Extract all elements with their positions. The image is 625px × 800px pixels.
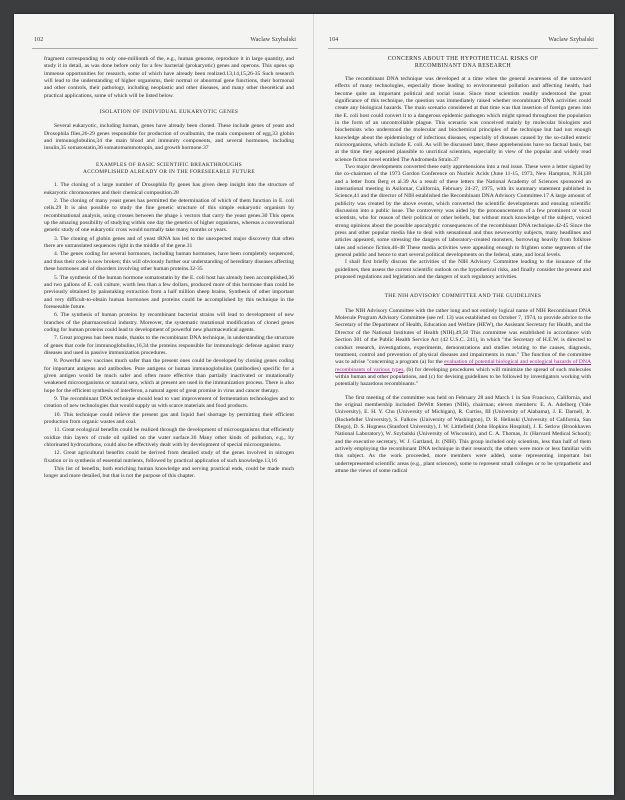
list-item: 7. Great progress has been made, thanks to the recombinant DNA technique, in understanding the structure of genes that code for immunoglobulins,16,34 the proteins responsible for immunologic defense against many diseases and used in passive immunization procedures. — [44, 335, 294, 356]
paragraph: I shall first briefly discuss the activities of the NIH Advisory Committee leading to the issuance of the guidelines, then assess the current scientific outlook on the hypothetical risks, and finally consider the present and proposed regulations and legislation and the dangers of such regulatory activities. — [335, 259, 591, 281]
running-head: Waclaw Szybalski — [548, 37, 594, 43]
text-run: , (b) for developing procedures which will minimize the spread of such molecules within human and other populations, and (c) for devising guidelines to be followed by investigators working with potentially hazardous recombinants." — [335, 366, 591, 388]
right-page — [314, 14, 614, 795]
list-item: 12. Great agricultural benefits could be derived from detailed study of the genes involved in nitrogen fixation or in synthesis of essential nutrients, followed by practical application of such knowledge.13,16 — [44, 450, 294, 464]
list-item: 10. This technique could relieve the present gas and liquid fuel shortage by permitting their efficient production from organic wastes and coal. — [44, 411, 294, 426]
running-head: Waclaw Szybalski — [250, 37, 296, 43]
title-line: CONCERNS ABOUT THE HYPOTHETICAL RISKS OF — [387, 56, 539, 62]
section-heading — [44, 162, 294, 176]
book-spread — [14, 14, 614, 795]
paragraph — [335, 308, 591, 389]
list-item: 11. Great ecological benefits could be realized through the development of microorganisms that efficiently oxidize thin layers of crude oil spilled on the water surface.36 Many other kinds of pollution, e.g., by chlorinated hydrocarbons, could also be effectively dealt with by development of special microorganisms. — [44, 427, 294, 449]
paragraph: fragment corresponding to only one-millionth of the, e.g., human genome, reproduce it in large quantity, and study it in detail, as was done before only for a few bacterial (prokaryotic) genes and operons. This opens up immense opportunities for research, some of which have already been realized.13,14,15,26-35 Such research will lead to the understanding of higher organisms, their normal or abnormal gene functions, their hormonal and other controls, their pathology, including neoplastic and other diseases, and many other theoretical and practical applications, some of which will be listed below. — [44, 56, 294, 99]
list-item: 9. The recombinant DNA technique should lead to vast improvement of fermentation technologies and to creation of new technologies that would supply us with scarce materials and food products. — [44, 396, 294, 410]
list-item: 3. The cloning of globin genes and of yeast tRNA has led to the unexpected major discovery that often there are untranslated sequences right in the middle of the gene.31 — [44, 235, 294, 250]
section-heading: ISOLATION OF INDIVIDUAL EUKARYOTIC GENES — [99, 109, 239, 116]
list-item: 6. The synthesis of human proteins by recombinant bacterial strains will lead to development of new branches of the pharmaceutical industry. Moreover, the systematic mutational modification of cloned genes coding for human proteins could lead to development of powerful new pharmaceutical agents. — [44, 312, 294, 333]
header-rule — [32, 48, 298, 49]
list-item: 2. The cloning of many yeast genes has permitted the determination of which of them function in E. coli cells.29 It is also possible to study the fine genetic structure of this simple eukaryotic organism by recombinational analysis, using crosses between the phage λ vectors that carry the yeast genes.30 This opens up the amazing possibility of studying within one day the genetics of higher organisms, whereas a conventional genetic study of one eukaryotic cross would normally take many months or years. — [44, 198, 294, 234]
list-item: 1. The cloning of a large number of Drosophila fly genes has given deep insight into the structure of eukaryotic chromosomes and their chemical composition.28 — [44, 182, 294, 196]
paragraph: The recombinant DNA technique was developed at a time when the general awareness of the untoward effects of many technologies, especially those leading to environmental pollution and affecting health, had become quite an important political and social issue. Since most scientists readily understood the great significance of this technique, the question was immediately raised whether recombinant DNA activities could create any biological hazards. The main scenario considered at that time was that insertion of foreign genes into the E. coli host could convert it to a dangerous epidemic pathogen which might spread throughout the population in the form of an uncontrollable plague. This scenario was conceived mainly by molecular biologists and biochemists who understood the molecular and biochemical principles of the technique but had not enough knowledge about the epidemiology of infectious diseases, especially of diseases caused by the so-called enteric microorganisms, which include E. coli. As will be discussed later, these apprehensions have no factual basis, but at the time they appeared plausible to uncritical scientists, especially in view of the popular and widely read science fiction novel entitled The Andromeda Strain.37 — [335, 75, 591, 163]
section-title — [335, 56, 591, 71]
header-rule — [328, 48, 598, 49]
text-run: The NIH Advisory Committee with the rather long and not entirely logical name of NIH Recombinant DNA Molecule Program Advisory Committee (see ref. 13) was established on October 7, 1974, to provide advice to the Secretary of the Department of Health, Education and Welfare (HEW), the Assistant Secretary for Health, and the Director of the National Institutes of Health (NIH).49,50 This committee was established in accordance with Section 301 of the Public Health Service Act (42 U.S.C. 241), in which "the Secretary of H.E.W. is directed to conduct research, investigations, experiments, demonstrations and studies relating to the causes, diagnosis, treatment, control and prevention of physical diseases and impairments in man." The function of the committee was to advise "concerning a program (a) for the — [335, 307, 591, 366]
left-page — [14, 14, 314, 795]
paragraph: Two major developments converted these early apprehensions into a real issue. These were a letter signed by the co-chairmen of the 1973 Gordon Conference on Nucleic Acids (June 11-15, 1973, New Hampton, N.H.)38 and a letter from Berg et al.39 As a result of these letters the National Academy of Sciences sponsored an international meeting in Asilomar, California, February 24-27, 1975, with its summary statement published in Science,41 and the director of NIH established the Recombinant DNA Advisory Committee.17 A large amount of publicity was created by the above events, which converted the scientific developments and ensuing scientific discussion into a public issue. The controversy was aided by the pronouncements of a few prominent or vocal scientists, who for reason of their political or other beliefs, but without much knowledge of the subject, voiced strong opinions about the possible apocalyptic consequences of the recombinant DNA technique.42-45 Since the press and other popular media like to deal with sensational and thus newsworthy subjects, many headlines and articles appeared, some stressing the dangers of laboratory-created monsters, borrowing heavily from folklore tales and science fiction.46-48 These media activities were appealing enough to frighten some segments of the general public and hence to start several political developments on the federal, state, and local levels. — [335, 163, 591, 259]
section-heading: THE NIH ADVISORY COMMITTEE AND THE GUIDELINES — [384, 293, 542, 300]
list-item: 4. The genes coding for several hormones, including human hormones, have been completely sequenced, and thus their code is now broken; this will obviously further our understanding of hereditary diseases affecting these hormones and of disorders involving other human proteins.32-35 — [44, 251, 294, 273]
paragraph: Several eukaryotic, including human, genes have already been cloned. These include genes of yeast and Drosophila flies,26-29 genes responsible for production of ovalbumin, the main component of egg,33 globin and immunoglobulins,34 the main blood and immunity components, and several hormones, including insulin,35 somatostatin,36 somatomammotropin, and growth hormone.37 — [44, 123, 294, 152]
text-column — [44, 56, 294, 481]
list-item: 8. Powerful new vaccines much safer than the present ones could be developed by cloning genes coding for important antigens and antibodies. Pure antigens or human immunoglobulins (antibodies) specific for a given antigen would be much safer and often more effective than partially inactivated or mutationally weakened microorganisms or natural sera, which at present are used in the immunization process. There is also hope for the efficient synthesis of interferon, a natural agent of great promise in virus and cancer therapy. — [44, 358, 294, 394]
heading-line: ACCOMPLISHED ALREADY OR IN THE FORESEEABLE FUTURE — [83, 168, 255, 175]
page-number: 104 — [329, 37, 339, 43]
list-item: 5. The synthesis of the human hormone somatostatin by the E. coli host has already been accomplished,36 and two gallons of E. coli culture, worth less than a few dollars, produced more of this hormone than could be previously obtained by painstaking extraction from a half million sheep brains. Synthesis of other important and very difficult-to-obtain human hormones and proteins could be accomplished by this technique in the foreseeable future. — [44, 274, 294, 310]
paragraph: The first meeting of the committee was held on February 28 and March 1 in San Francisco, California, and the original membership included DeWitt Stetten (NIH), chairman; eleven members: E. A. Adelberg (Yale University), E. H. Y. Chu (University of Michigan), R. Curtiss, III (University of Alabama), J. E. Darnell, Jr. (Rockefeller University), S. Falkow (University of Washington), D. R. Helinski (University of California, San Diego), D. S. Hogness (Stanford University), J. W. Littlefield (John Hopkins Hospital), J. E. Setlow (Brookhaven National Laboratory), W. Szybalski (University of Wisconsin), and C. A. Thomas, Jr. (Harvard Medical School); and the executive secretary, W. J. Gartland, Jr. (NIH). This group included only scientists, less than half of them actively employing the recombinant DNA technique in their research; the others were more or less familiar with this subject. As the work proceeded, more members were added, some representing important but underrepresented scientific areas (e.g., plant sciences), some to represent small colleges or to be sympathetic and attune the views of some radical — [335, 394, 591, 474]
title-line: RECOMBINANT DNA RESEARCH — [414, 63, 512, 70]
page-number: 102 — [34, 37, 44, 43]
heading-line: EXAMPLES OF BASIC SCIENTIFIC BREAKTHROUGHS — [96, 161, 242, 168]
highlighted-phrase: evaluation of potential biological and ecological hazards of DNA recombinants of various types — [335, 359, 591, 373]
text-column — [335, 56, 591, 475]
paragraph: This list of benefits, both enriching human knowledge and serving practical ends, could be made much longer and more detailed, but that is not the purpose of this chapter. — [44, 466, 294, 480]
